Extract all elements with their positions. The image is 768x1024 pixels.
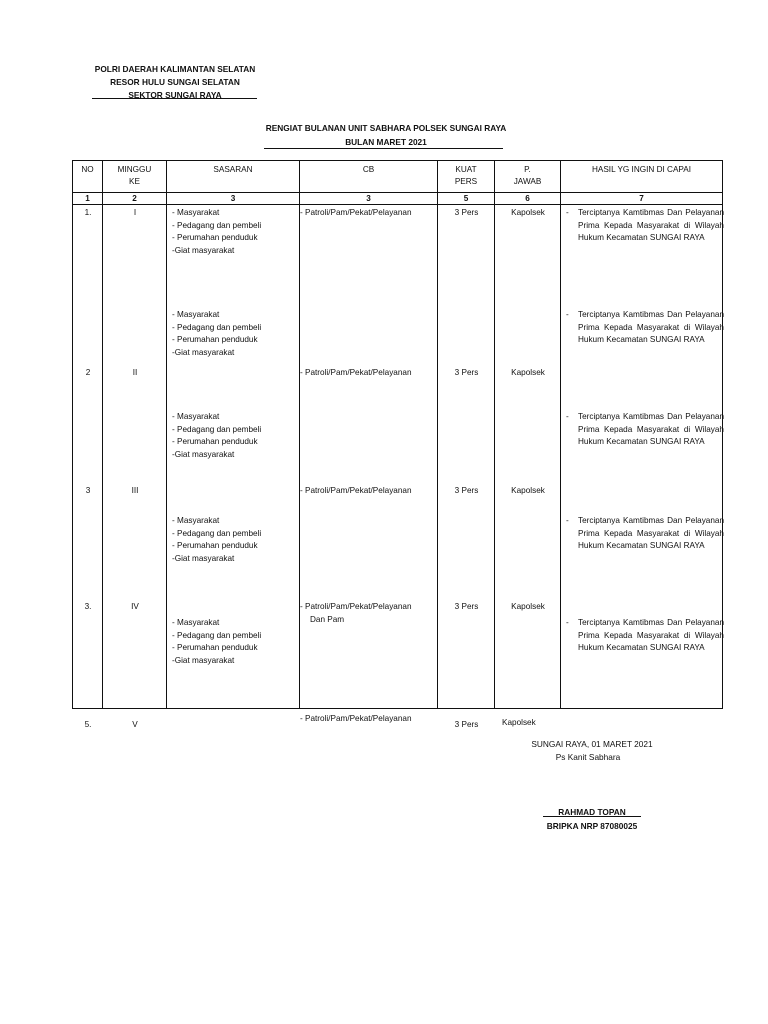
expected-result: - Terciptanya Kamtibmas Dan Pelayanan Prima Kepada Masyarakat di Wilayah Hukum Kecamatan SUNGAI RAYA xyxy=(566,515,724,553)
sasaran-list xyxy=(172,617,261,667)
cb-activity: - Patroli/Pam/Pekat/Pelayanan xyxy=(300,208,412,217)
sasaran-list xyxy=(172,411,261,461)
cb-activity: - Patroli/Pam/Pekat/Pelayanan xyxy=(300,602,412,611)
signatory-name: RAHMAD TOPAN xyxy=(558,807,626,817)
sasaran-item: -Giat masyarakat xyxy=(172,347,235,357)
org-name: POLRI DAERAH KALIMANTAN SELATAN xyxy=(94,64,256,74)
table-body-row xyxy=(73,205,723,709)
sasaran-item: - Masyarakat xyxy=(172,516,220,525)
org-sektor: SEKTOR SUNGAI RAYA xyxy=(128,90,222,100)
column-number: 7 xyxy=(561,193,723,205)
org-resor: RESOR HULU SUNGAI SELATAN xyxy=(110,77,240,87)
personnel-count: 3 Pers xyxy=(454,720,479,729)
signatory-rank-nrp: BRIPKA NRP 87080025 xyxy=(546,821,638,831)
col-header-hasil: HASIL YG INGIN DI CAPAI xyxy=(561,161,723,193)
expected-result: - Terciptanya Kamtibmas Dan Pelayanan Prima Kepada Masyarakat di Wilayah Hukum Kecamatan SUNGAI RAYA xyxy=(566,617,724,655)
row-number: 3. xyxy=(84,602,92,611)
sasaran-column xyxy=(167,205,300,709)
personnel-count: 3 Pers xyxy=(454,602,479,611)
sasaran-item: -Giat masyarakat xyxy=(172,655,235,665)
col-header-sasaran: SASARAN xyxy=(167,161,300,193)
sasaran-item: - Perumahan penduduk xyxy=(172,541,258,551)
sasaran-list xyxy=(172,207,261,257)
responsible-person: Kapolsek xyxy=(511,208,545,217)
column-number: 3 xyxy=(167,193,300,205)
sasaran-item: - Pedagang dan pembeli xyxy=(172,424,262,434)
col-header-kuat-pers: KUAT PERS xyxy=(438,161,495,193)
col-header-p-jawab: P. JAWAB xyxy=(495,161,561,193)
sasaran-item: - Pedagang dan pembeli xyxy=(172,220,262,230)
sasaran-item: - Perumahan penduduk xyxy=(172,643,258,653)
sasaran-item: - Pedagang dan pembeli xyxy=(172,630,262,640)
expected-result-text: Terciptanya Kamtibmas Dan Pelayanan Prima Kepada Masyarakat di Wilayah Hukum Kecamatan SUNGAI RAYA xyxy=(578,310,724,345)
title-underline xyxy=(264,148,503,149)
document-title: RENGIAT BULANAN UNIT SABHARA POLSEK SUNGAI RAYA xyxy=(265,123,507,133)
kuat-pers-column xyxy=(438,205,495,729)
sasaran-list xyxy=(172,309,261,359)
expected-result-text: Terciptanya Kamtibmas Dan Pelayanan Prima Kepada Masyarakat di Wilayah Hukum Kecamatan SUNGAI RAYA xyxy=(578,516,724,551)
responsible-person: Kapolsek xyxy=(511,486,545,495)
no-column xyxy=(73,205,103,729)
minggu-column xyxy=(103,205,167,729)
sasaran-item: - Masyarakat xyxy=(172,208,220,217)
column-number: 1 xyxy=(73,193,103,205)
signature-place-date: SUNGAI RAYA, 01 MARET 2021 xyxy=(531,739,653,749)
col-header-no: NO xyxy=(73,161,103,193)
cb-activity: - Patroli/Pam/Pekat/Pelayanan xyxy=(300,486,412,495)
week-label: I xyxy=(133,208,137,217)
expected-result-text: Terciptanya Kamtibmas Dan Pelayanan Prima Kepada Masyarakat di Wilayah Hukum Kecamatan SUNGAI RAYA xyxy=(578,412,724,447)
expected-result: - Terciptanya Kamtibmas Dan Pelayanan Prima Kepada Masyarakat di Wilayah Hukum Kecamatan SUNGAI RAYA xyxy=(566,411,724,449)
column-number: 2 xyxy=(103,193,167,205)
column-number: 5 xyxy=(438,193,495,205)
header-underline xyxy=(92,98,257,99)
expected-result-text: Terciptanya Kamtibmas Dan Pelayanan Prima Kepada Masyarakat di Wilayah Hukum Kecamatan SUNGAI RAYA xyxy=(578,618,724,653)
sasaran-item: - Masyarakat xyxy=(172,618,220,627)
cb-activity: - Patroli/Pam/Pekat/Pelayanan xyxy=(300,368,412,377)
personnel-count: 3 Pers xyxy=(454,208,479,217)
signatory-name-underline xyxy=(543,816,641,817)
column-number: 3 xyxy=(300,193,438,205)
row-number: 1. xyxy=(84,208,92,217)
sasaran-item: - Masyarakat xyxy=(172,412,220,421)
column-number: 6 xyxy=(495,193,561,205)
week-label: IV xyxy=(131,602,139,611)
row-number: 2 xyxy=(85,368,91,377)
week-label: III xyxy=(131,486,139,495)
week-label: II xyxy=(132,368,138,377)
week-label: V xyxy=(132,720,138,729)
document-period: BULAN MARET 2021 xyxy=(345,137,427,147)
row-number: 5. xyxy=(84,720,92,729)
responsible-person: Kapolsek xyxy=(511,368,545,377)
personnel-count: 3 Pers xyxy=(454,486,479,495)
signature-position: Ps Kanit Sabhara xyxy=(555,752,621,762)
table-header-row xyxy=(73,161,723,193)
sasaran-item: -Giat masyarakat xyxy=(172,449,235,459)
sasaran-item: - Pedagang dan pembeli xyxy=(172,322,262,332)
sasaran-item: -Giat masyarakat xyxy=(172,553,235,563)
sasaran-item: - Perumahan penduduk xyxy=(172,233,258,243)
personnel-count: 3 Pers xyxy=(454,368,479,377)
sasaran-item: -Giat masyarakat xyxy=(172,245,235,255)
col-header-cb: CB xyxy=(300,161,438,193)
cb-column xyxy=(300,205,438,723)
cb-activity: - Patroli/Pam/Pekat/Pelayanan xyxy=(300,714,412,723)
responsible-person: Kapolsek xyxy=(502,718,536,727)
responsible-person: Kapolsek xyxy=(511,602,545,611)
expected-result: - Terciptanya Kamtibmas Dan Pelayanan Prima Kepada Masyarakat di Wilayah Hukum Kecamatan SUNGAI RAYA xyxy=(566,309,724,347)
sasaran-item: - Perumahan penduduk xyxy=(172,335,258,345)
cb-activity-extra: Dan Pam xyxy=(310,615,345,624)
row-number: 3 xyxy=(85,486,91,495)
col-header-minggu: MINGGU KE xyxy=(103,161,167,193)
hasil-column xyxy=(561,205,723,709)
rengiat-table xyxy=(72,160,724,729)
column-number-row xyxy=(73,193,723,205)
expected-result: - Terciptanya Kamtibmas Dan Pelayanan Prima Kepada Masyarakat di Wilayah Hukum Kecamatan SUNGAI RAYA xyxy=(566,207,724,245)
p-jawab-column xyxy=(495,205,561,727)
sasaran-item: - Perumahan penduduk xyxy=(172,437,258,447)
sasaran-item: - Masyarakat xyxy=(172,310,220,319)
sasaran-list xyxy=(172,515,261,565)
expected-result-text: Terciptanya Kamtibmas Dan Pelayanan Prima Kepada Masyarakat di Wilayah Hukum Kecamatan SUNGAI RAYA xyxy=(578,208,724,243)
sasaran-item: - Pedagang dan pembeli xyxy=(172,528,262,538)
